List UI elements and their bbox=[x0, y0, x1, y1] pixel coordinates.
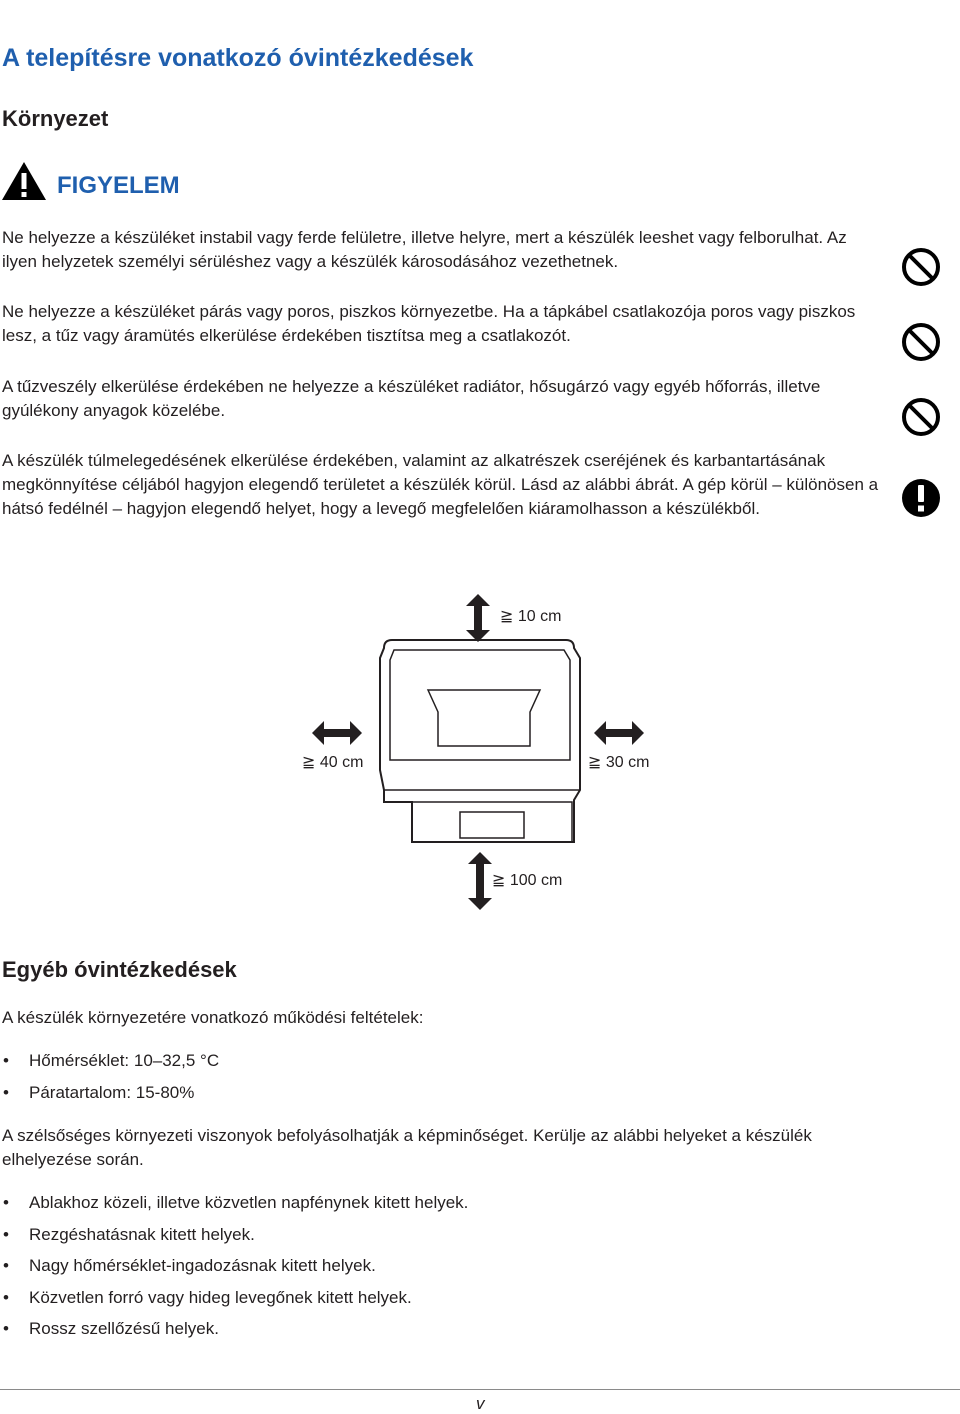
clearance-diagram bbox=[276, 590, 696, 920]
avoid-places-list bbox=[0, 1191, 468, 1349]
page-number: v bbox=[476, 1394, 485, 1413]
extreme-conditions-intro: A szélsőséges környezeti viszonyok befolyásolhatják a képminőséget. Kerülje az alábbi helyeket a készülék elhelyezése során. bbox=[2, 1126, 812, 1169]
prohibited-icon bbox=[900, 321, 942, 363]
caution-paragraph-2: Ne helyezze a készüléket párás vagy poros, piszkos környezetbe. Ha a tápkábel csatlakozója poros vagy piszkos lesz, a tűz vagy áramütés elkerülése érdekében tisztítsa meg a csatlakozót. bbox=[2, 302, 856, 345]
conditions-list bbox=[0, 1049, 219, 1112]
clearance-top-label: ≧ 10 cm bbox=[500, 608, 562, 625]
list-item: • Páratartalom: 15-80% bbox=[0, 1081, 219, 1113]
caution-paragraph-3: A tűzveszély elkerülése érdekében ne helyezze a készüléket radiátor, hősugárzó vagy egyéb hőforrás, illetve gyúlékony anyagok közelébe. bbox=[2, 377, 821, 420]
caution-paragraph-4: A készülék túlmelegedésének elkerülése érdekében, valamint az alkatrészek cseréjének és karbantartásának megkönnyítése céljából hagyjon elegendő területet a készülék körül. Lásd az alábbi ábrát. A gép körül – különösen a hátsó fedélnél – hagyjon elegendő helyet, hogy a levegő megfelelően kiáramolhasson a készülékből. bbox=[2, 451, 879, 518]
clearance-left-label: ≧ 40 cm bbox=[302, 754, 364, 771]
list-item: • Közvetlen forró vagy hideg levegőnek kitett helyek. bbox=[0, 1286, 468, 1318]
section-heading-other-precautions: Egyéb óvintézkedések bbox=[2, 957, 237, 982]
warning-triangle-icon bbox=[1, 160, 47, 202]
list-item: • Rossz szellőzésű helyek. bbox=[0, 1317, 468, 1349]
conditions-intro: A készülék környezetére vonatkozó működési feltételek: bbox=[2, 1008, 424, 1027]
prohibited-icon bbox=[900, 396, 942, 438]
mandatory-exclamation-icon bbox=[900, 477, 942, 519]
caution-title: FIGYELEM bbox=[57, 172, 180, 199]
footer-divider bbox=[0, 1389, 960, 1390]
clearance-right-label: ≧ 30 cm bbox=[588, 754, 650, 771]
page-title: A telepítésre vonatkozó óvintézkedések bbox=[2, 44, 474, 72]
list-item: • Hőmérséklet: 10–32,5 °C bbox=[0, 1049, 219, 1081]
section-heading-environment: Környezet bbox=[2, 106, 109, 131]
list-item: • Ablakhoz közeli, illetve közvetlen napfénynek kitett helyek. bbox=[0, 1191, 468, 1223]
caution-paragraph-1: Ne helyezze a készüléket instabil vagy ferde felületre, illetve helyre, mert a készülék leeshet vagy felborulhat. Az ilyen helyzetek személyi sérüléshez vagy a készülék károsodásához vezethetnek. bbox=[2, 228, 847, 271]
clearance-bottom-label: ≧ 100 cm bbox=[492, 872, 563, 889]
list-item: • Rezgéshatásnak kitett helyek. bbox=[0, 1223, 468, 1255]
prohibited-icon bbox=[900, 246, 942, 288]
list-item: • Nagy hőmérséklet-ingadozásnak kitett helyek. bbox=[0, 1254, 468, 1286]
